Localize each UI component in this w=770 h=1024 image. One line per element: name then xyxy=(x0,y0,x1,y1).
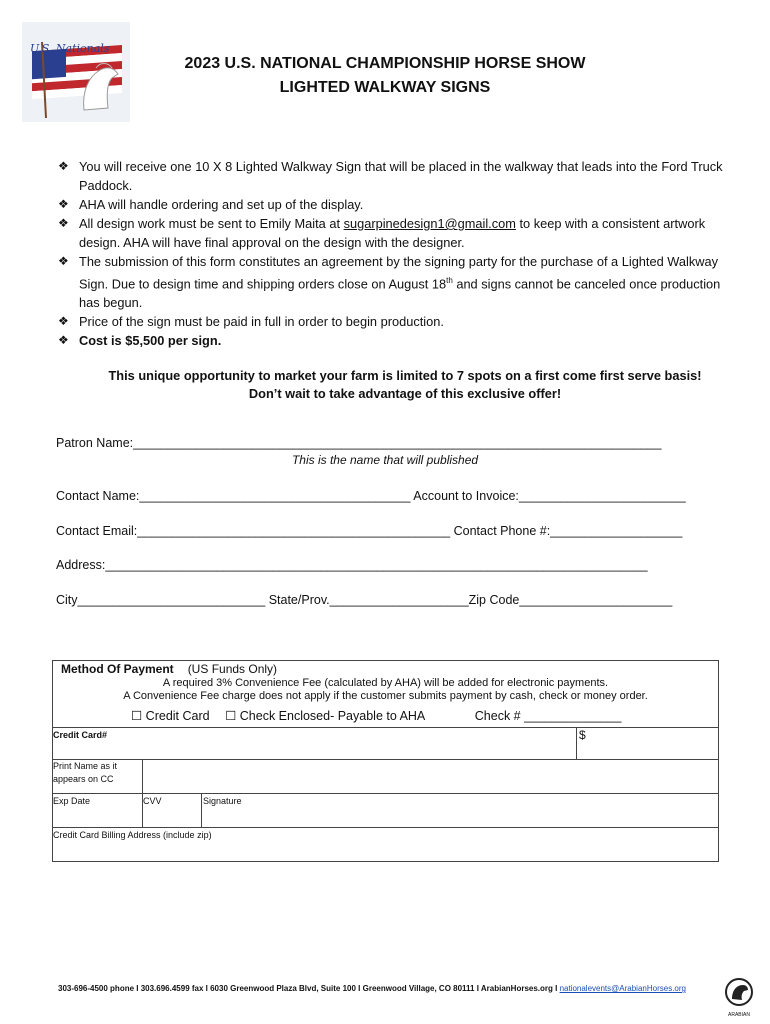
bullet-text: AHA will handle ordering and set up of the display. xyxy=(79,197,364,212)
diamond-bullet-icon: ❖ xyxy=(58,314,69,329)
aha-mark-text: ARABIAN xyxy=(728,1012,750,1018)
show-logo xyxy=(22,22,130,122)
cvv-field[interactable]: CVV xyxy=(143,796,162,806)
list-item xyxy=(58,195,728,214)
list-item xyxy=(58,331,728,350)
print-name-label[interactable] xyxy=(53,760,117,786)
offer-line-1: This unique opportunity to market your farm is limited to 7 spots on a first come first serve basis! xyxy=(108,368,702,383)
offer-notice xyxy=(60,367,750,403)
print-name-label-line-1: Print Name as it xyxy=(53,761,118,771)
contact-email-field[interactable]: Contact Email:_____________________________________________ Contact Phone #:___________________ xyxy=(56,524,683,538)
page-title xyxy=(120,52,650,100)
payment-title: Method Of Payment xyxy=(61,662,174,676)
column-divider xyxy=(576,727,577,759)
patron-name-caption: This is the name that will published xyxy=(291,453,479,467)
bullet-text: You will receive one 10 X 8 Lighted Walkway Sign that will be placed in the walkway that leads into the Ford Truck Paddock. xyxy=(79,159,723,193)
signature-field[interactable]: Signature xyxy=(203,796,242,806)
payment-options xyxy=(131,708,633,723)
info-bullet-list xyxy=(58,157,728,350)
bullet-text: All design work must be sent to Emily Maita at xyxy=(79,216,344,231)
diamond-bullet-icon: ❖ xyxy=(58,216,69,230)
row-divider xyxy=(53,759,718,760)
fee-note-1: A required 3% Convenience Fee (calculated by AHA) will be added for electronic payments. xyxy=(162,677,609,689)
offer-line-2: Don’t wait to take advantage of this exclusive offer! xyxy=(248,386,562,401)
row-divider xyxy=(53,727,718,728)
bullet-text: to keep with a consistent artwork design. AHA will have final approval on the design with the designer. xyxy=(79,216,706,250)
diamond-bullet-icon: ❖ xyxy=(58,254,69,268)
title-line-2: LIGHTED WALKWAY SIGNS xyxy=(279,79,491,96)
list-item xyxy=(58,252,728,312)
bullet-text: The submission of this form constitutes an agreement by the signing party for the purchase of a Lighted Walkway Sign. Due to design time and shipping orders close on August 18 xyxy=(79,254,718,292)
footer-contact-text: 303-696-4500 phone I 303.696.4599 fax I 6030 Greenwood Plaza Blvd, Suite 100 I Greenwood Village, CO 80111 I ArabianHorses.org I xyxy=(58,984,560,993)
title-line-1: 2023 U.S. NATIONAL CHAMPIONSHIP HORSE SHOW xyxy=(184,55,586,72)
column-divider xyxy=(201,793,202,827)
credit-card-number-field[interactable]: Credit Card# xyxy=(53,730,108,740)
row-divider xyxy=(53,827,718,828)
diamond-bullet-icon: ❖ xyxy=(58,333,69,348)
list-item xyxy=(58,214,728,252)
address-field[interactable]: Address:______________________________________________________________________________ xyxy=(56,558,648,572)
check-enclosed-checkbox[interactable]: ☐ Check Enclosed- Payable to AHA xyxy=(225,709,426,723)
column-divider xyxy=(142,759,143,827)
row-divider xyxy=(53,793,718,794)
payment-heading xyxy=(61,662,277,676)
contact-name-field[interactable]: Contact Name:_______________________________________ Account to Invoice:________________________ xyxy=(56,489,686,503)
payment-currency: (US Funds Only) xyxy=(187,662,278,676)
fee-note-2: A Convenience Fee charge does not apply if the customer submits payment by cash, check or money order. xyxy=(123,690,648,702)
logo-text: U.S. Nationals xyxy=(30,42,110,55)
cost-text: Cost is $5,500 per sign. xyxy=(79,333,222,349)
credit-card-checkbox[interactable]: ☐ Credit Card xyxy=(131,709,210,723)
footer-email-link[interactable]: nationalevents@ArabianHorses.org xyxy=(559,984,686,993)
horse-head-logo xyxy=(724,977,754,1017)
check-number-field[interactable]: Check # ______________ xyxy=(474,709,622,723)
patron-name-field[interactable]: Patron Name:____________________________________________________________________________ xyxy=(56,436,662,450)
exp-date-field[interactable]: Exp Date xyxy=(53,796,91,806)
list-item xyxy=(58,157,728,195)
footer xyxy=(58,984,686,993)
designer-email-link[interactable]: sugarpinedesign1@gmail.com xyxy=(343,216,516,231)
print-name-label-line-2: appears on CC xyxy=(53,774,114,784)
city-state-zip-field[interactable]: City___________________________ State/Prov.____________________Zip Code______________________ xyxy=(56,593,673,607)
bullet-text: and signs cannot be canceled once production has begun. xyxy=(79,276,721,311)
billing-address-field[interactable]: Credit Card Billing Address (include zip) xyxy=(53,830,212,840)
payment-box xyxy=(52,660,719,862)
bullet-text: Price of the sign must be paid in full in order to begin production. xyxy=(79,314,444,330)
amount-field[interactable]: $ xyxy=(579,728,586,742)
diamond-bullet-icon: ❖ xyxy=(58,197,69,211)
list-item xyxy=(58,312,728,331)
ordinal-suffix: th xyxy=(446,276,453,285)
diamond-bullet-icon: ❖ xyxy=(58,159,69,173)
